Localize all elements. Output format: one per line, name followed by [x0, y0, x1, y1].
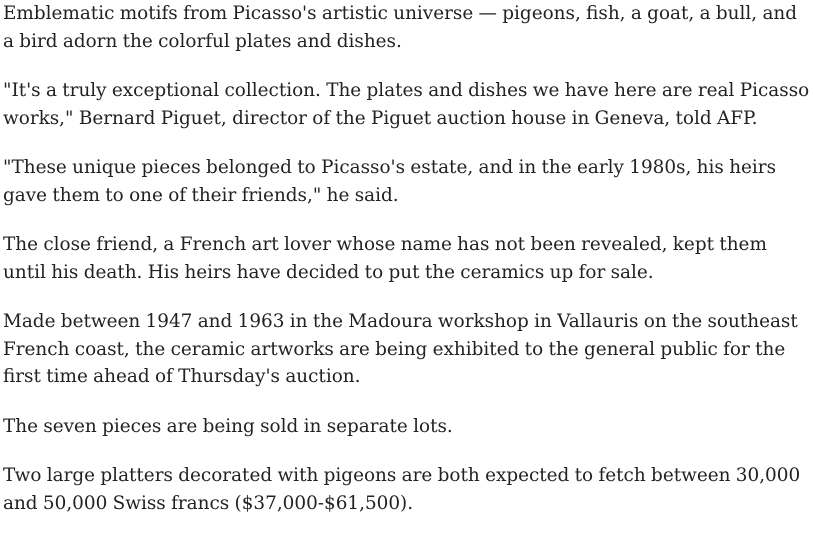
paragraph-quote-collection: "It's a truly exceptional collection. The plates and dishes we have here are real Picasso works," Bernard Piguet, director of the Piguet auction house in Geneva, told AFP. [3, 80, 810, 129]
article-body [3, 0, 811, 517]
paragraph-madoura-workshop: Made between 1947 and 1963 in the Madoura workshop in Vallauris on the southeast French coast, the ceramic artworks are being exhibited to the general public for the first time ahead of Thursday's auction. [3, 311, 798, 387]
paragraph-separate-lots: The seven pieces are being sold in separate lots. [3, 415, 453, 437]
paragraph-motifs: Emblematic motifs from Picasso's artistic universe — pigeons, fish, a goat, a bull, and a bird adorn the colorful plates and dishes. [3, 3, 798, 52]
paragraph-pigeon-platters: Two large platters decorated with pigeons are both expected to fetch between 30,000 and 50,000 Swiss francs ($37,000-$61,500). [3, 465, 801, 514]
paragraph-quote-estate: "These unique pieces belonged to Picasso's estate, and in the early 1980s, his heirs gave them to one of their friends," he said. [3, 157, 777, 206]
paragraph-close-friend: The close friend, a French art lover whose name has not been revealed, kept them until his death. His heirs have decided to put the ceramics up for sale. [3, 234, 767, 283]
